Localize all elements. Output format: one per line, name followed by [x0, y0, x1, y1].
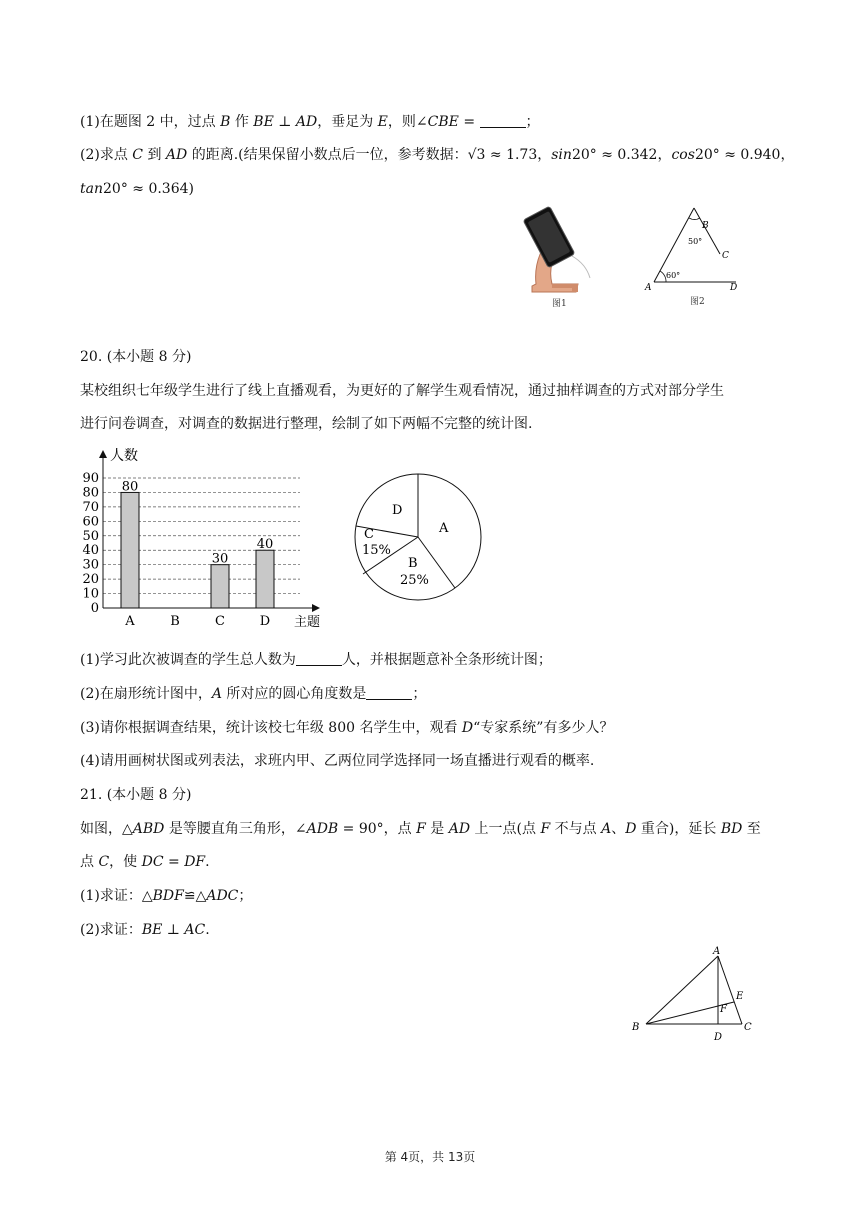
pie-pct-B: 25% [400, 573, 429, 588]
fig2-caption: 图2 [690, 297, 705, 307]
bar-value-label-C: 30 [211, 551, 229, 567]
category-label-B: B [170, 614, 180, 629]
y-tick-label: 70 [82, 499, 99, 515]
bar-value-label-A: 80 [121, 479, 139, 495]
label-angle-50: 50° [688, 237, 703, 246]
q21-line2: 点 C，使 DC = DF. [80, 854, 210, 870]
q20-intro-line1: 某校组织七年级学生进行了线上直播观看，为更好的了解学生观看情况，通过抽样调查的方式对部分学生 [80, 383, 724, 399]
bar-y-ticks [82, 471, 99, 616]
q21-part1: (1)求证：△BDF≌△ADC； [80, 888, 253, 904]
bar-A [121, 492, 139, 608]
label-B: B [702, 221, 709, 231]
x-axis-arrow [312, 604, 320, 612]
tri-label-F: F [720, 1004, 727, 1015]
q21-line1: 如图，△ABD 是等腰直角三角形，∠ADB = 90°，点 F 是 AD 上一点(点 F 不与点 A、D 重合)，延长 BD 至 [80, 821, 761, 837]
q21-header: 21. (本小题 8 分) [80, 787, 192, 803]
bar-categories [124, 614, 270, 629]
x-axis-label: 主题 [294, 615, 321, 630]
pie-label-B: B [408, 556, 418, 571]
category-label-C: C [215, 614, 225, 629]
figure-2-angle-diagram [640, 202, 750, 310]
y-tick-label: 30 [82, 557, 99, 573]
category-label-A: A [125, 614, 135, 629]
y-tick-label: 80 [82, 485, 99, 501]
y-axis-arrow [99, 450, 107, 458]
q21-part2: (2)求证：BE ⊥ AC. [80, 922, 210, 938]
bar-bars [121, 479, 274, 608]
tri-label-E: E [736, 991, 744, 1002]
q19-part1: (1)在题图 2 中，过点 B 作 BE ⊥ AD，垂足为 E，则∠CBE = ； [80, 114, 540, 130]
q20-part3: (3)请你根据调查结果，统计该校七年级 800 名学生中，观看 D“专家系统”有多少人？ [80, 720, 614, 736]
figure-triangle-abdc [626, 944, 766, 1044]
pie-label-D: D [392, 503, 403, 518]
line-bc [694, 208, 720, 254]
bar-C [211, 565, 229, 608]
bar-value-label-D: 40 [256, 537, 274, 553]
y-tick-label: 50 [82, 528, 99, 544]
label-C: C [722, 251, 729, 261]
pie-pct-C: 15% [362, 543, 391, 558]
y-tick-label: 60 [82, 514, 99, 530]
page-footer: 第 4页，共 13页 [384, 1150, 476, 1164]
q19-part2-cont: tan20° ≈ 0.364) [80, 181, 194, 197]
label-D: D [730, 283, 738, 293]
answer-blank[interactable] [296, 651, 342, 666]
label-A: A [645, 283, 652, 293]
y-tick-label: 0 [90, 601, 99, 616]
tri-label-C: C [744, 1022, 752, 1033]
category-label-D: D [259, 614, 271, 629]
bar-D [256, 550, 274, 608]
y-tick-label: 90 [82, 471, 99, 486]
y-tick-label: 40 [82, 543, 99, 559]
tri-label-B: B [632, 1022, 640, 1033]
answer-blank[interactable] [366, 685, 412, 700]
pie-chart [352, 470, 488, 606]
bar-chart [72, 448, 340, 634]
y-tick-label: 10 [82, 586, 99, 602]
q20-part2: (2)在扇形统计图中，A 所对应的圆心角度数是 ； [80, 686, 427, 702]
q19-part2: (2)求点 C 到 AD 的距离.(结果保留小数点后一位，参考数据：√3 ≈ 1.73，sin20° ≈ 0.342，cos20° ≈ 0.940， [80, 147, 795, 163]
y-axis-label: 人数 [110, 448, 138, 464]
q20-intro-line2: 进行问卷调查，对调查的数据进行整理，绘制了如下两幅不完整的统计图. [80, 416, 533, 432]
cable [572, 256, 590, 278]
segment-ba [646, 956, 718, 1024]
q20-part1: (1)学习此次被调查的学生总人数为 人，并根据题意补全条形统计图； [80, 652, 552, 668]
answer-blank[interactable] [480, 113, 526, 128]
tri-label-A: A [713, 946, 721, 957]
pie-label-C: C [364, 527, 374, 542]
figure-1-phone-stand [512, 206, 612, 310]
q20-part4: (4)请用画树状图或列表法，求班内甲、乙两位同学选择同一场直播进行观看的概率. [80, 753, 595, 769]
q20-header: 20. (本小题 8 分) [80, 349, 192, 365]
y-tick-label: 20 [82, 572, 99, 588]
tri-label-D: D [714, 1032, 723, 1043]
fig1-caption: 图1 [552, 299, 567, 309]
pie-label-A: A [439, 521, 449, 536]
label-angle-60: 60° [666, 271, 681, 280]
angle-50-arc [689, 218, 700, 219]
